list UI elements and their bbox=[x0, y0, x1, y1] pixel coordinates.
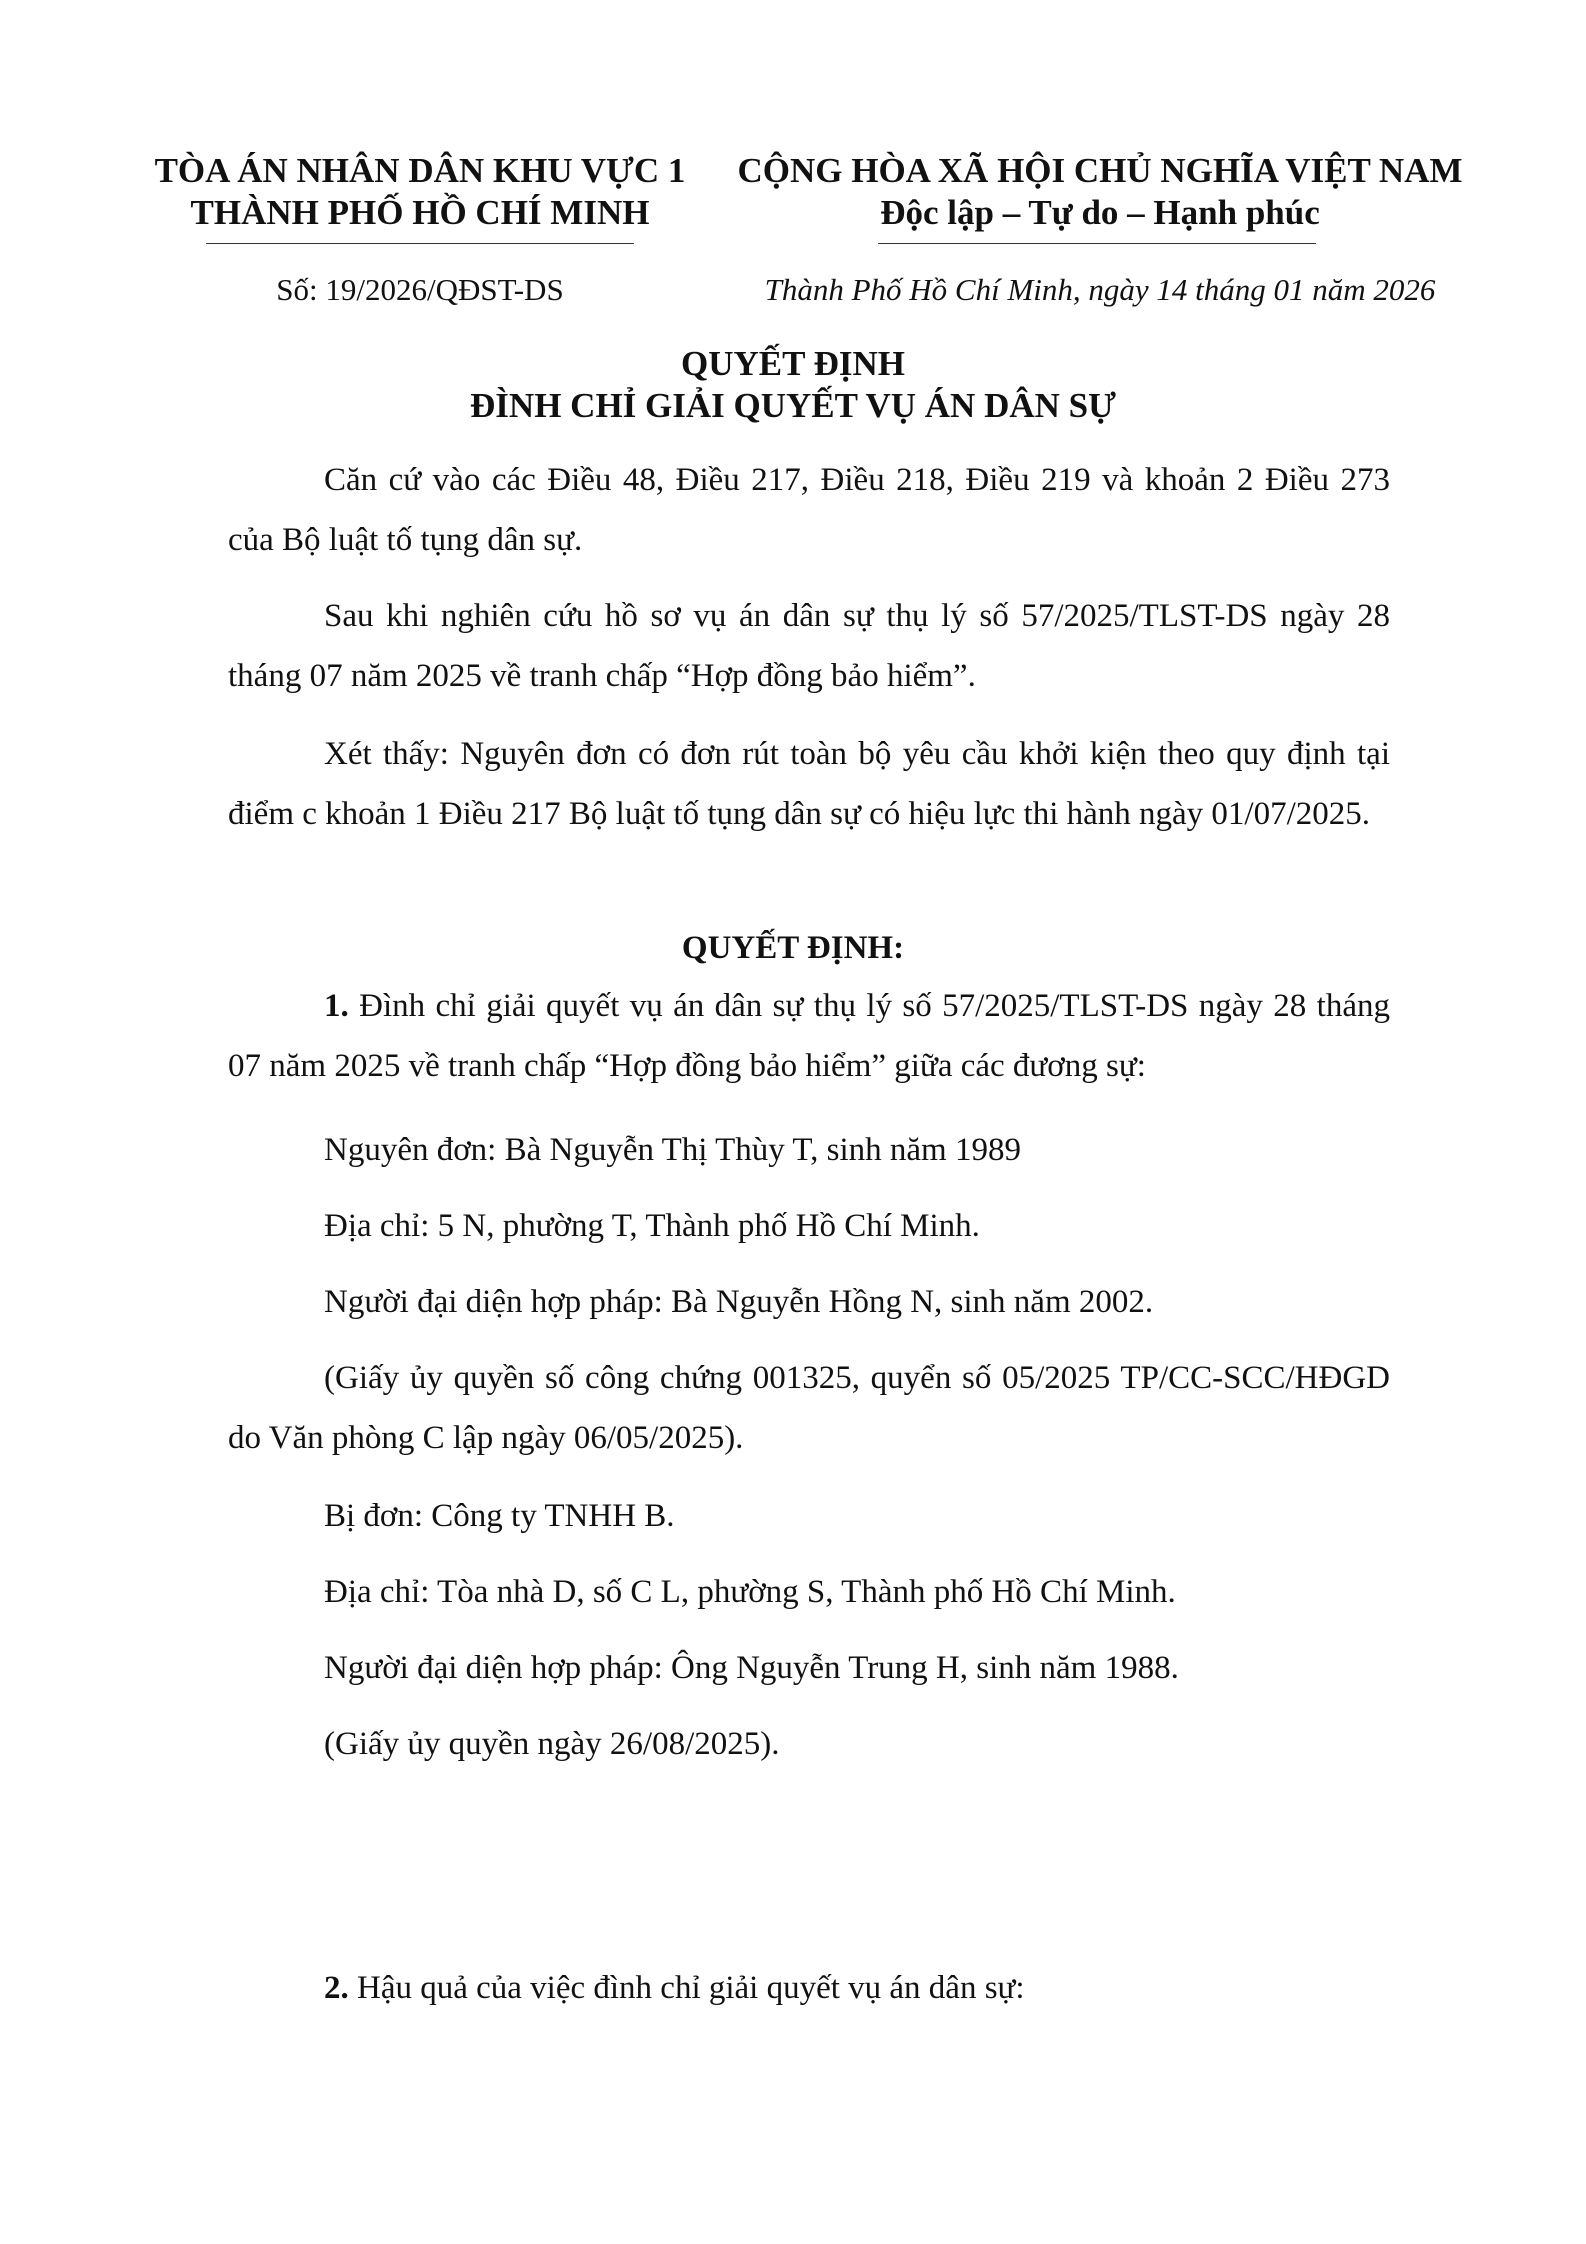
decision-item-1-number: 1. bbox=[324, 988, 349, 1024]
national-motto-line1: CỘNG HÒA XÃ HỘI CHỦ NGHĨA VIỆT NAM bbox=[737, 151, 1463, 190]
plaintiff-authorization-paragraph: (Giấy ủy quyền số công chứng 001325, quyển số 05/2025 TP/CC-SCC/HĐGD do Văn phòng C lập ngày 06/05/2025). bbox=[228, 1360, 1390, 1456]
decision-heading: QUYẾT ĐỊNH: bbox=[681, 930, 905, 966]
decision-item-1-text: Đình chỉ giải quyết vụ án dân sự thụ lý số 57/2025/TLST-DS ngày 28 tháng 07 năm 2025 về tranh chấp “Hợp đồng bảo hiểm” giữa các đương sự: bbox=[228, 988, 1390, 1084]
decision-item-2 bbox=[324, 1958, 1390, 2018]
defendant-authorization-line: (Giấy ủy quyền ngày 26/08/2025). bbox=[324, 1726, 780, 1762]
court-name-line1: TÒA ÁN NHÂN DÂN KHU VỰC 1 bbox=[154, 151, 686, 190]
place-and-date: Thành Phố Hồ Chí Minh, ngày 14 tháng 01 năm 2026 bbox=[764, 272, 1436, 307]
plaintiff-line: Nguyên đơn: Bà Nguyễn Thị Thùy T, sinh năm 1989 bbox=[324, 1132, 1021, 1168]
court-name bbox=[120, 150, 720, 234]
document-number: Số: 19/2026/QĐST-DS bbox=[276, 272, 564, 307]
national-motto-line2: Độc lập – Tự do – Hạnh phúc bbox=[880, 193, 1320, 232]
defendant-representative-line: Người đại diện hợp pháp: Ông Nguyễn Trung H, sinh năm 1988. bbox=[324, 1650, 1179, 1686]
national-motto bbox=[720, 150, 1480, 234]
document-title-line1: QUYẾT ĐỊNH bbox=[681, 344, 905, 383]
document-title-line2: ĐÌNH CHỈ GIẢI QUYẾT VỤ ÁN DÂN SỰ bbox=[470, 386, 1116, 425]
finding-paragraph: Xét thấy: Nguyên đơn có đơn rút toàn bộ yêu cầu khởi kiện theo quy định tại điểm c khoản 1 Điều 217 Bộ luật tố tụng dân sự có hiệu lực thi hành ngày 01/07/2025. bbox=[228, 736, 1390, 832]
court-underline bbox=[206, 243, 634, 244]
defendant-line: Bị đơn: Công ty TNHH B. bbox=[324, 1498, 675, 1534]
court-name-line2: THÀNH PHỐ HỒ CHÍ MINH bbox=[190, 193, 650, 232]
motto-underline bbox=[878, 243, 1316, 244]
decision-item-2-number: 2. bbox=[324, 1970, 349, 2006]
plaintiff-address-line: Địa chỉ: 5 N, phường T, Thành phố Hồ Chí Minh. bbox=[324, 1208, 980, 1244]
case-review-paragraph: Sau khi nghiên cứu hồ sơ vụ án dân sự thụ lý số 57/2025/TLST-DS ngày 28 tháng 07 năm 2025 về tranh chấp “Hợp đồng bảo hiểm”. bbox=[228, 598, 1390, 694]
legal-basis-paragraph: Căn cứ vào các Điều 48, Điều 217, Điều 218, Điều 219 và khoản 2 Điều 273 của Bộ luật tố tụng dân sự. bbox=[228, 462, 1390, 558]
decision-item-1 bbox=[228, 976, 1390, 1096]
plaintiff-representative-line: Người đại diện hợp pháp: Bà Nguyễn Hồng N, sinh năm 2002. bbox=[324, 1284, 1154, 1320]
decision-item-2-text: Hậu quả của việc đình chỉ giải quyết vụ án dân sự: bbox=[348, 1970, 1025, 2006]
defendant-address-line: Địa chỉ: Tòa nhà D, số C L, phường S, Thành phố Hồ Chí Minh. bbox=[324, 1574, 1176, 1610]
document-title bbox=[0, 343, 1586, 427]
